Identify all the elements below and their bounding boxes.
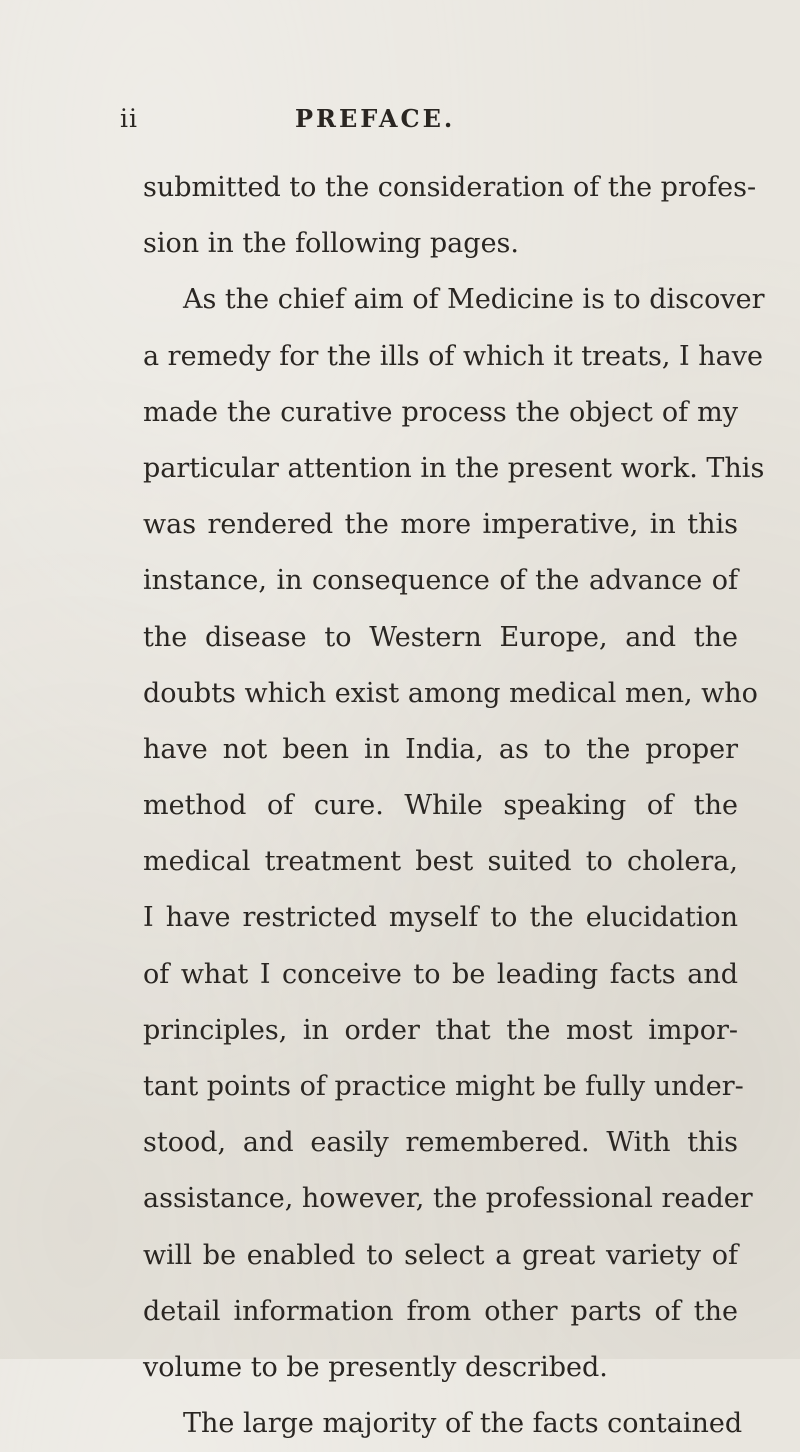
text-line: method of cure. While speaking of the [143, 790, 738, 822]
body-text [143, 160, 765, 1452]
text-line: will be enabled to select a great variety of [143, 1239, 738, 1271]
text-line: was rendered the more imperative, in this [143, 509, 738, 541]
text-line: As the chief aim of Medicine is to discover [183, 284, 765, 316]
page-header [0, 104, 800, 144]
text-line: a remedy for the ills of which it treats, I have [143, 340, 763, 372]
text-line: detail information from other parts of the [143, 1295, 738, 1327]
text-line: submitted to the consideration of the profes- [143, 172, 757, 203]
text-line: of what I conceive to be leading facts and [143, 958, 738, 990]
page-number: ii [120, 104, 138, 133]
text-line: have not been in India, as to the proper [143, 733, 738, 765]
text-line: assistance, however, the professional reader [143, 1183, 753, 1215]
text-line: particular attention in the present work. This [143, 452, 765, 484]
text-line: stood, and easily remembered. With this [143, 1127, 738, 1159]
text-line: instance, in consequence of the advance of [143, 565, 738, 597]
text-line: principles, in order that the most impor- [143, 1014, 738, 1046]
text-line: made the curative process the object of my [143, 396, 738, 428]
text-line: volume to be presently described. [143, 1351, 608, 1383]
running-head: PREFACE. [295, 104, 456, 133]
text-line: doubts which exist among medical men, who [143, 677, 758, 709]
text-line: sion in the following pages. [143, 228, 519, 260]
text-line: medical treatment best suited to cholera, [143, 846, 738, 878]
text-line: The large majority of the facts contained [183, 1408, 743, 1440]
text-line: tant points of practice might be fully under- [143, 1071, 744, 1102]
text-line: the disease to Western Europe, and the [143, 621, 738, 653]
text-line: I have restricted myself to the elucidation [143, 902, 738, 934]
